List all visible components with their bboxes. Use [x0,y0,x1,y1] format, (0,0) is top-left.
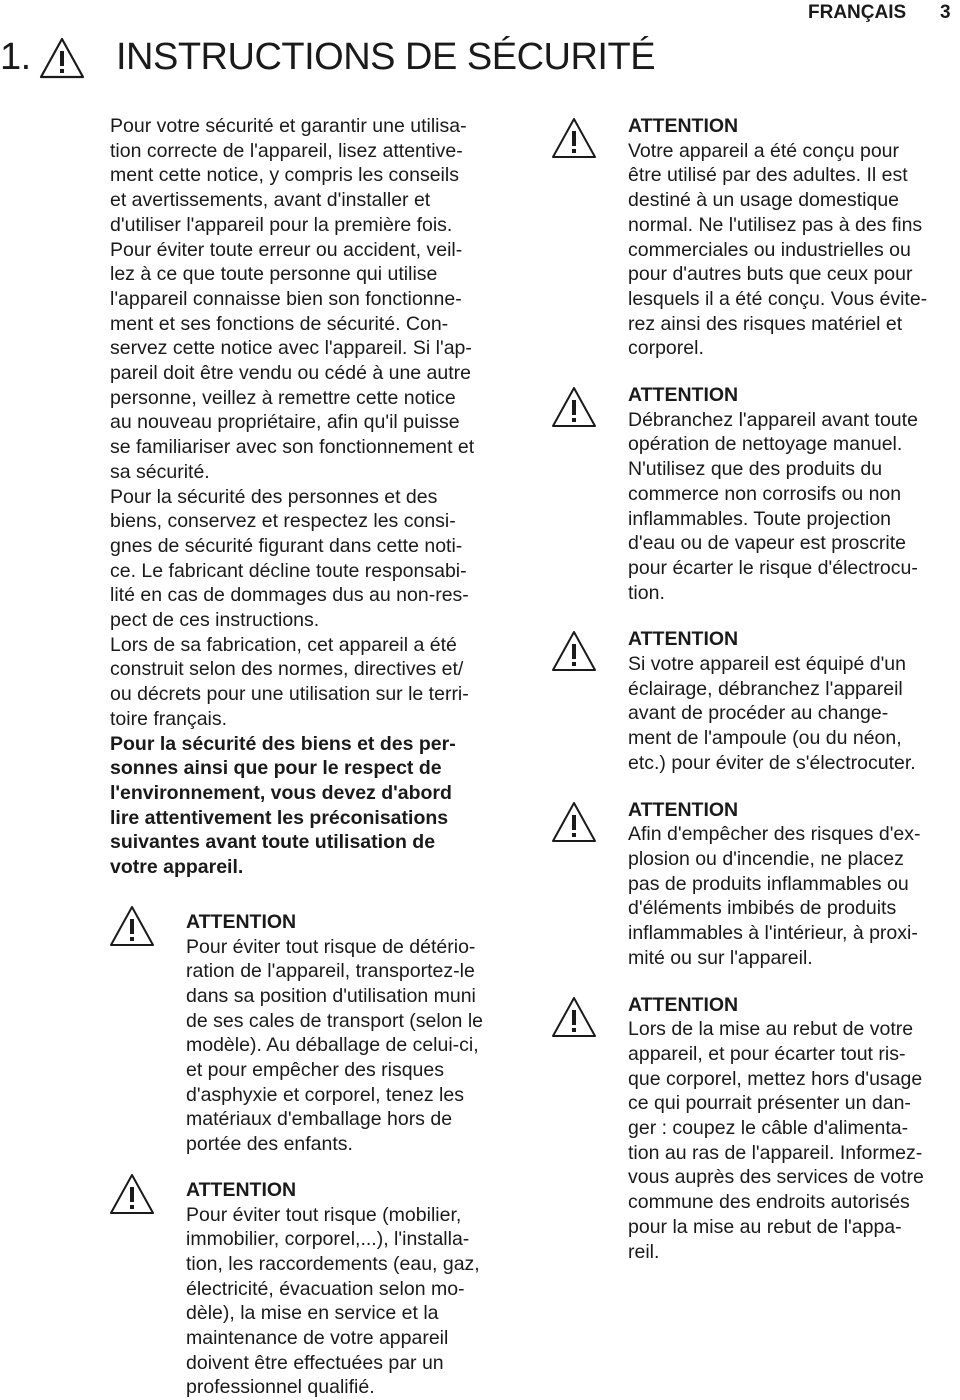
warning-title: ATTENTION [628,115,739,137]
warning-triangle-icon [550,800,598,844]
left-column [110,114,520,1400]
right-column [628,114,960,1264]
warning-triangle-icon [550,385,598,429]
warning-body: Si votre appareil est équipé d'un éclairage, débranchez l'appareil avant de procéder au change- ment de l'ampoule (ou du néon, etc.) pour éviter de s'électrocuter. [628,653,916,774]
warning-block [110,1178,520,1400]
warning-title: ATTENTION [628,798,739,821]
page-header [0,0,960,28]
warning-triangle-icon [108,1172,156,1216]
warning-block [628,627,960,775]
warning-body: Lors de la mise au rebut de votre appareil, et pour écarter tout ris- que corporel, mettez hors d'usage ce qui pourrait présenter un dan- ger : coupez le câble d'alimenta- tion au ras de l'appareil. Informez- vous auprès des services de votre commune des endroits autorisés pour la mise au rebut de l'appa- reil. [628,1018,924,1263]
warning-block [628,114,960,361]
warning-body: Votre appareil a été conçu pour être utilisé par des adultes. Il est destiné à un usage domestique normal. Ne l'utilisez pas à des fins commerciales ou industrielles ou pour d'autres buts que ceux pour lesquels il a été conçu. Vous évite- rez ainsi des risques matériel et corporel. [628,139,928,360]
warning-title: ATTENTION [628,384,739,407]
bold-notice-paragraph: Pour la sécurité des biens et des per- sonnes ainsi que pour le respect de l'environnement, vous devez d'abord lire attentivement les préconisations suivantes avant toute utilisation de votre appareil. [110,732,456,879]
warning-triangle-icon [550,116,598,160]
section-title [0,36,700,86]
warning-title: ATTENTION [186,1178,297,1201]
warning-body: Débranchez l'appareil avant toute opération de nettoyage manuel. N'utilisez que des produits du commerce non corrosifs ou non inflammables. Toute projection d'eau ou de vapeur est proscrite pour écarter le risque d'électrocu- tion. [628,408,918,604]
warning-triangle-icon [550,629,598,673]
warning-body: Afin d'empêcher des risques d'ex- plosion ou d'incendie, ne placez pas de produits inflammables ou d'éléments imbibés de produits inflammables à l'intérieur, à proxi- mité ou sur l'appareil. [628,823,921,969]
intro-paragraph: Lors de sa fabrication, cet appareil a été construit selon des normes, directives et/ ou décrets pour une utilisation sur le terri- toire français. [110,633,469,730]
warning-block [110,910,520,1157]
language-label: FRANÇAIS [808,2,907,23]
warning-title: ATTENTION [628,628,739,651]
intro-paragraph: Pour votre sécurité et garantir une utilisa- tion correcte de l'appareil, lisez attentive- ment cette notice, y compris les conseils et avertissements, avant d'installer et d'utiliser l'appareil pour la première fois. Pour éviter toute erreur ou accident, veil- lez à ce que toute personne qui utilise l'appareil connaisse bien son fonctionne- ment et ses fonctions de sécurité. Con- servez cette notice avec l'appareil. Si l'ap- pareil doit être vendu ou cédé à une autre personne, veillez à remettre cette notice au nouveau propriétaire, afin qu'il puisse se familiariser avec son fonctionnement et sa sécurité. [110,115,475,483]
warning-body: Pour éviter tout risque de détério- ration de l'appareil, transportez-le dans sa position d'utilisation muni de ses cales de transport (selon le modèle). Au déballage de celui-ci, et pour empêcher des risques d'asphyxie et corporel, tenez les matériaux d'emballage hors de portée des enfants. [186,935,483,1156]
warning-title: ATTENTION [186,910,297,933]
warning-block [628,383,960,605]
warning-triangle-icon [550,995,598,1039]
intro-paragraph: Pour la sécurité des personnes et des biens, conservez et respectez les consi- gnes de sécurité figurant dans cette noti- ce. Le fabricant décline toute responsabi- lité en cas de dommages dus au non-res- pect de ces instructions. [110,485,469,632]
warning-title: ATTENTION [628,993,739,1016]
warning-block [628,993,960,1265]
warning-body: Pour éviter tout risque (mobilier, immobilier, corporel,...), l'installa- tion, les raccordements (eau, gaz, électricité, évacuation selon mo- dèle), la mise en service et la maintenance de votre appareil doivent être effectuées par un professionnel qualifié. [186,1203,480,1399]
page-number: 3 [940,2,951,23]
section-title-text: INSTRUCTIONS DE SÉCURITÉ [116,36,656,78]
section-number: 1. [0,36,31,78]
warning-triangle-icon [108,904,156,948]
warning-triangle-icon [38,36,86,80]
warning-block [628,798,960,971]
